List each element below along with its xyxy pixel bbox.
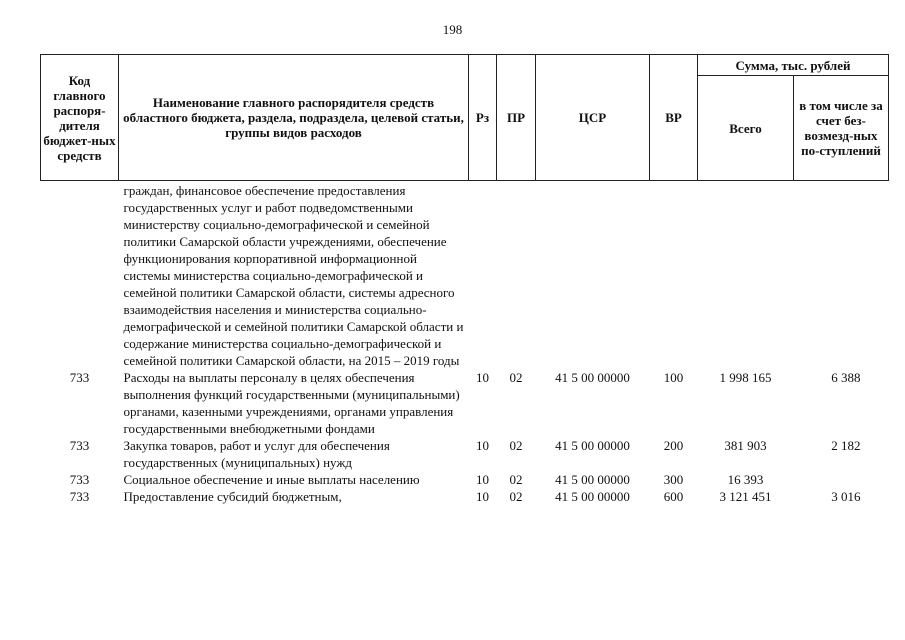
cell-code: 733 [69, 489, 90, 504]
header-name: Наименование главного распорядителя средств областного бюджета, раздела, подраздела, целевой статьи, группы видов расходов [119, 55, 469, 181]
cell-name: Расходы на выплаты персоналу в целях обеспечения выполнения функций государственными (муниципальными) органами, казенными учреждениями, органами управления государственными внебюджетными фондами [123, 370, 460, 436]
table-body [41, 181, 889, 506]
header-sum: Сумма, тыс. рублей [698, 55, 889, 76]
table-header [41, 55, 889, 181]
header-rz: Рз [469, 55, 497, 181]
page-number: 198 [442, 22, 463, 37]
cell-pr: 02 [509, 438, 523, 453]
cell-total: 16 393 [727, 472, 764, 487]
cell-gratuitous: 6 388 [831, 370, 861, 385]
table-row [41, 437, 889, 471]
cell-name: Закупка товаров, работ и услуг для обеспечения государственных (муниципальных) нужд [123, 438, 390, 470]
table-row [41, 488, 889, 505]
cell-code [41, 181, 119, 370]
header-vr: ВР [650, 55, 698, 181]
cell-csr: 41 5 00 00000 [555, 489, 630, 504]
cell-name: Социальное обеспечение и иные выплаты населению [123, 472, 420, 487]
cell-rz: 10 [476, 472, 489, 487]
cell-rz: 10 [476, 489, 489, 504]
cell-total: 381 903 [724, 438, 767, 453]
cell-vr: 200 [663, 438, 684, 453]
cell-vr: 100 [663, 370, 684, 385]
table-row [41, 471, 889, 488]
table-row [41, 369, 889, 437]
cell-csr: 41 5 00 00000 [555, 438, 630, 453]
header-gratuitous: в том числе за счет без-возмезд-ных по-ступлений [794, 76, 889, 181]
header-code: Код главного распоря-дителя бюджет-ных средств [41, 55, 119, 181]
cell-code: 733 [69, 370, 90, 385]
cell-name-continuation: граждан, финансовое обеспечение предоставления государственных услуг и работ подведомственными министерству социально-демографической и семейной политики Самарской области учреждениями, обеспечение функционирования корпоративной информационной системы министерства социально-демографической и семейной политики Самарской области, системы адресного взаимодействия населения и министерства социально-демографической и семейной политики Самарской области и содержание министерства социально-демографической и семейной политики Самарской области, на 2015 – 2019 годы [123, 183, 464, 368]
cell-gratuitous: 2 182 [831, 438, 861, 453]
cell-vr: 600 [663, 489, 684, 504]
cell-rz: 10 [476, 370, 489, 385]
cell-name: Предоставление субсидий бюджетным, [123, 489, 342, 504]
header-pr: ПР [497, 55, 536, 181]
cell-pr: 02 [509, 489, 523, 504]
cell-total: 1 998 165 [719, 370, 772, 385]
cell-gratuitous: 3 016 [831, 489, 861, 504]
cell-code: 733 [69, 472, 90, 487]
cell-pr: 02 [509, 370, 523, 385]
table-row-continuation [41, 181, 889, 370]
cell-pr: 02 [509, 472, 523, 487]
cell-csr: 41 5 00 00000 [555, 370, 630, 385]
budget-table [40, 54, 889, 505]
cell-rz: 10 [476, 438, 489, 453]
cell-gratuitous [794, 471, 889, 488]
cell-csr: 41 5 00 00000 [555, 472, 630, 487]
cell-vr: 300 [663, 472, 684, 487]
cell-code: 733 [69, 438, 90, 453]
header-total: Всего [698, 76, 794, 181]
header-csr: ЦСР [536, 55, 650, 181]
cell-total: 3 121 451 [719, 489, 772, 504]
